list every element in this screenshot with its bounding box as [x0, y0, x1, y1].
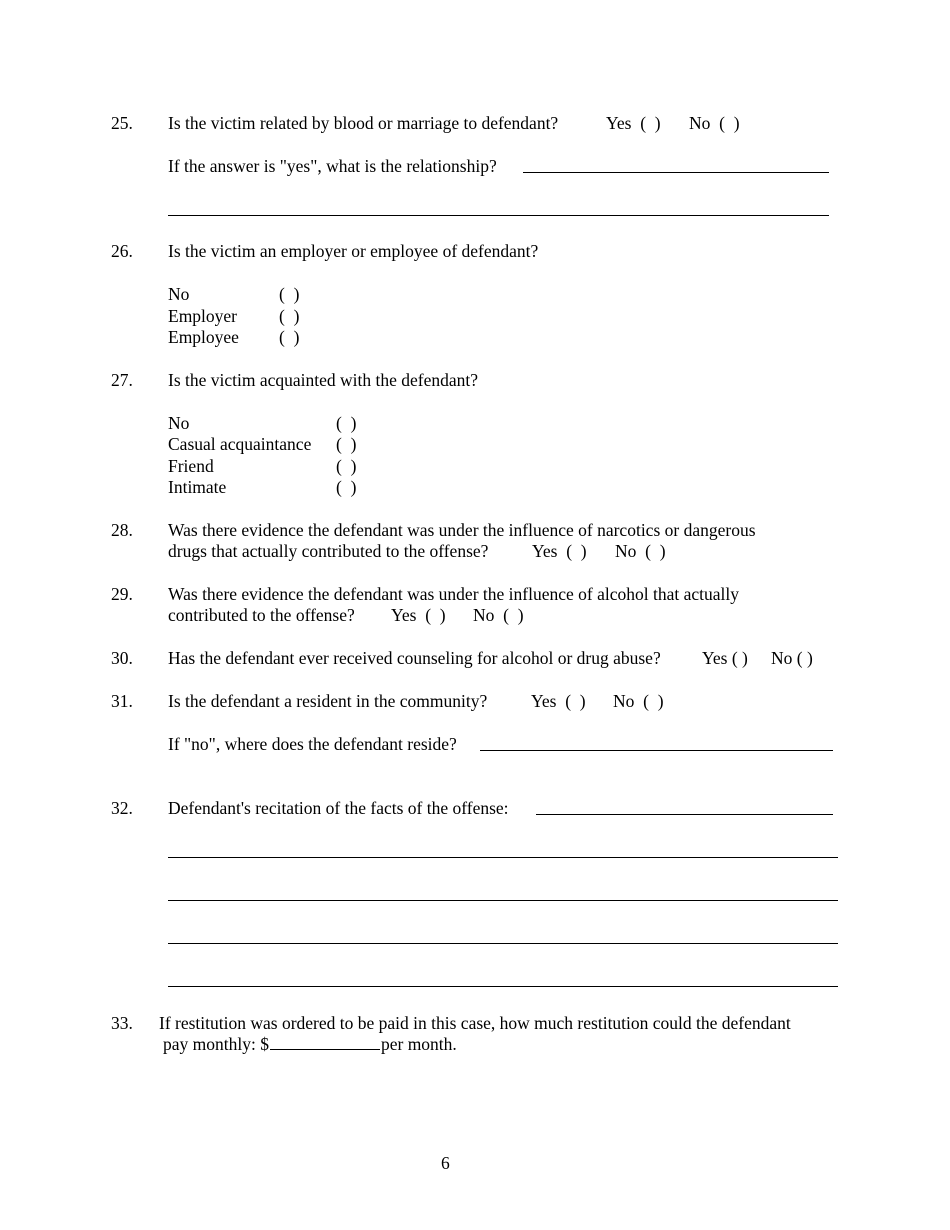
q28-yes-option[interactable]: Yes ( ) — [532, 541, 587, 561]
q33-text-line1: If restitution was ordered to be paid in this case, how much restitution could the defendant — [159, 1013, 791, 1033]
q32-recitation-field[interactable] — [536, 814, 833, 815]
q27-option-checkbox[interactable]: ( ) — [336, 477, 357, 497]
q29-text-line1: Was there evidence the defendant was under the influence of alcohol that actually — [168, 584, 739, 604]
q25-followup-label: If the answer is "yes", what is the relationship? — [168, 156, 497, 176]
q32-recitation-line[interactable] — [168, 900, 838, 901]
q33-amount-field[interactable] — [270, 1048, 380, 1050]
q33-number: 33. — [111, 1013, 133, 1033]
q27-option-label: Intimate — [168, 477, 227, 497]
q25-relationship-field-line2[interactable] — [168, 215, 829, 216]
q30-number: 30. — [111, 648, 133, 668]
q32-recitation-line[interactable] — [168, 986, 838, 987]
q25-text: Is the victim related by blood or marriage to defendant? — [168, 113, 559, 133]
q31-yes-option[interactable]: Yes ( ) — [531, 691, 586, 711]
q29-yes-option[interactable]: Yes ( ) — [391, 605, 446, 625]
q27-option-label: Friend — [168, 456, 214, 476]
q26-option-checkbox[interactable]: ( ) — [279, 306, 300, 326]
q29-text-line2: contributed to the offense? — [168, 605, 355, 625]
q26-option-label: Employee — [168, 327, 239, 347]
q32-text: Defendant's recitation of the facts of the offense: — [168, 798, 509, 818]
q31-residence-field[interactable] — [480, 750, 833, 751]
q32-number: 32. — [111, 798, 133, 818]
q27-option-checkbox[interactable]: ( ) — [336, 434, 357, 454]
q30-text: Has the defendant ever received counseling for alcohol or drug abuse? — [168, 648, 661, 668]
q32-recitation-line[interactable] — [168, 943, 838, 944]
q30-yes-option[interactable]: Yes ( ) — [702, 648, 748, 668]
q31-followup-label: If "no", where does the defendant reside? — [168, 734, 457, 754]
q27-text: Is the victim acquainted with the defendant? — [168, 370, 479, 390]
q31-number: 31. — [111, 691, 133, 711]
q25-yes-option[interactable]: Yes ( ) — [606, 113, 661, 133]
q33-prefix: pay monthly: $ — [163, 1034, 269, 1054]
q26-option-label: Employer — [168, 306, 238, 326]
q26-number: 26. — [111, 241, 133, 261]
q28-no-option[interactable]: No ( ) — [615, 541, 666, 561]
q25-no-option[interactable]: No ( ) — [689, 113, 740, 133]
q28-number: 28. — [111, 520, 133, 540]
q31-no-option[interactable]: No ( ) — [613, 691, 664, 711]
q29-no-option[interactable]: No ( ) — [473, 605, 524, 625]
q25-relationship-field[interactable] — [523, 172, 829, 173]
q26-text: Is the victim an employer or employee of defendant? — [168, 241, 539, 261]
q27-option-checkbox[interactable]: ( ) — [336, 413, 357, 433]
q26-option-checkbox[interactable]: ( ) — [279, 284, 300, 304]
q28-text-line1: Was there evidence the defendant was under the influence of narcotics or dangerous — [168, 520, 756, 540]
q27-option-label: Casual acquaintance — [168, 434, 312, 454]
q33-suffix: per month. — [380, 1034, 457, 1054]
q30-no-option[interactable]: No ( ) — [771, 648, 813, 668]
q26-option-label: No — [168, 284, 190, 304]
q28-text-line2: drugs that actually contributed to the offense? — [168, 541, 489, 561]
q27-option-checkbox[interactable]: ( ) — [336, 456, 357, 476]
q27-option-label: No — [168, 413, 190, 433]
q27-number: 27. — [111, 370, 133, 390]
q25-number: 25. — [111, 113, 133, 133]
q33-text-line2 — [163, 1033, 457, 1055]
q32-recitation-line[interactable] — [168, 857, 838, 858]
q26-option-checkbox[interactable]: ( ) — [279, 327, 300, 347]
q31-text: Is the defendant a resident in the community? — [168, 691, 488, 711]
q29-number: 29. — [111, 584, 133, 604]
page-number: 6 — [441, 1153, 450, 1173]
